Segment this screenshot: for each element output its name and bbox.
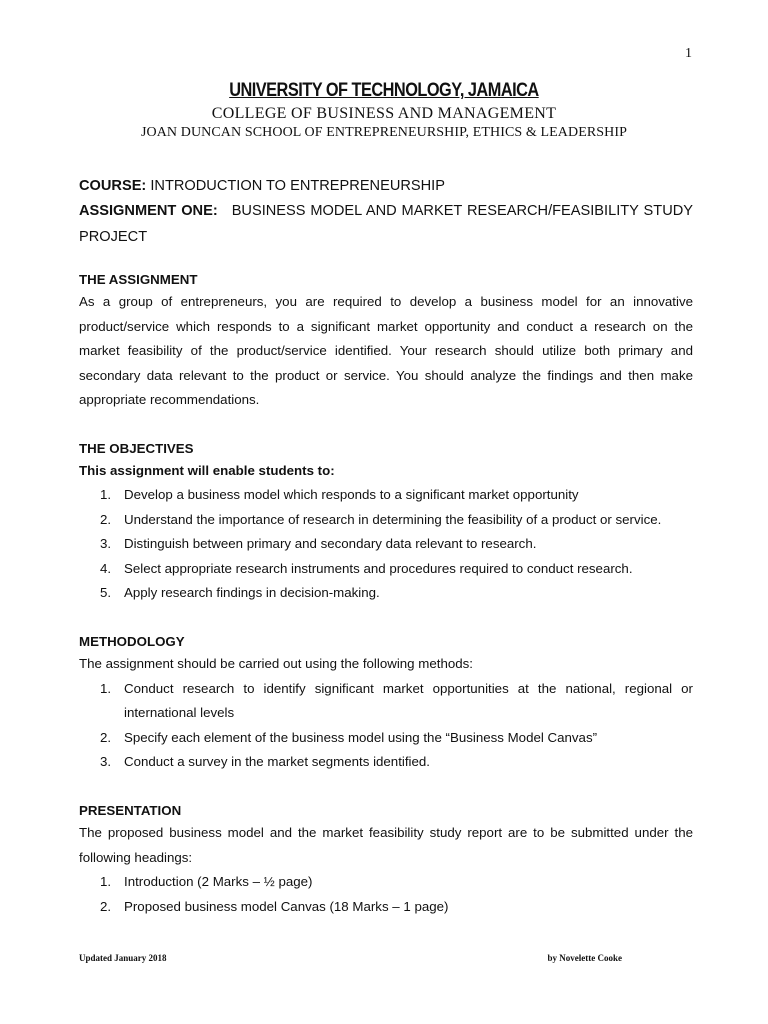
methodology-intro: The assignment should be carried out using the following methods:	[79, 655, 473, 671]
list-number: 2.	[100, 729, 112, 745]
course-line	[79, 176, 693, 196]
list-number: 4.	[100, 560, 112, 576]
list-item-text: Introduction (2 Marks – ½ page)	[124, 874, 313, 890]
list-number: 1.	[100, 874, 112, 890]
list-item-text: Distinguish between primary and secondary data relevant to research.	[124, 536, 537, 552]
list-item	[79, 677, 693, 726]
presentation-list	[79, 870, 693, 919]
presentation-heading: PRESENTATION	[79, 802, 182, 818]
list-item	[79, 750, 693, 775]
document-body	[79, 176, 693, 919]
list-item-text: Select appropriate research instruments and procedures required to conduct research.	[124, 560, 633, 576]
presentation-intro: The proposed business model and the market feasibility study report are to be submitted under the following headings:	[79, 824, 693, 865]
list-item-text: Conduct research to identify significant market opportunities at the national, regional or international levels	[124, 680, 693, 721]
assignment-line	[79, 198, 693, 250]
footer-updated: Updated January 2018	[79, 953, 167, 963]
methodology-heading: METHODOLOGY	[79, 633, 185, 649]
list-number: 1.	[100, 486, 112, 502]
list-item-text: Understand the importance of research in determining the feasibility of a product or service.	[124, 511, 662, 527]
list-number: 1.	[100, 680, 112, 696]
objectives-list	[79, 483, 693, 606]
list-item-text: Apply research findings in decision-making.	[124, 585, 380, 601]
methodology-list	[79, 677, 693, 775]
list-item	[79, 557, 693, 582]
university-title: UNIVERSITY OF TECHNOLOGY, JAMAICA	[229, 80, 539, 101]
the-assignment-heading: THE ASSIGNMENT	[79, 272, 198, 287]
assignment-value: BUSINESS MODEL AND MARKET RESEARCH/FEASIBILITY STUDY PROJECT	[79, 203, 694, 245]
objectives-subheading: This assignment will enable students to:	[79, 462, 335, 478]
list-item	[79, 532, 693, 557]
document-header	[0, 80, 768, 142]
list-item	[79, 483, 693, 508]
list-item-text: Proposed business model Canvas (18 Marks – 1 page)	[124, 898, 449, 914]
list-number: 3.	[100, 754, 112, 770]
list-number: 2.	[100, 511, 112, 527]
course-label: COURSE:	[79, 178, 147, 194]
list-number: 2.	[100, 898, 112, 914]
page-number: 1	[685, 46, 692, 61]
list-item	[79, 726, 693, 751]
list-item	[79, 508, 693, 533]
list-item-text: Specify each element of the business model using the “Business Model Canvas”	[124, 729, 598, 745]
list-item-text: Conduct a survey in the market segments identified.	[124, 754, 430, 770]
course-value: INTRODUCTION TO ENTREPRENEURSHIP	[150, 178, 445, 194]
assignment-label: ASSIGNMENT ONE:	[79, 203, 218, 219]
college-name: COLLEGE OF BUSINESS AND MANAGEMENT	[211, 105, 557, 122]
list-number: 5.	[100, 585, 112, 601]
the-assignment-body: As a group of entrepreneurs, you are required to develop a business model for an innovative product/service which responds to a significant market opportunity and conduct a research on the market feasibility of the product/service identified. Your research should utilize both primary and secondary data relevant to the product or service. You should analyze the findings and then make appropriate recommendations.	[79, 294, 693, 408]
list-item	[79, 870, 693, 895]
list-item	[79, 581, 693, 606]
objectives-heading: THE OBJECTIVES	[79, 440, 194, 456]
footer-author: by Novelette Cooke	[547, 953, 622, 963]
list-item	[79, 895, 693, 920]
list-item-text: Develop a business model which responds to a significant market opportunity	[124, 486, 579, 502]
list-number: 3.	[100, 536, 112, 552]
school-name: JOAN DUNCAN SCHOOL OF ENTREPRENEURSHIP, ETHICS & LEADERSHIP	[140, 125, 628, 140]
